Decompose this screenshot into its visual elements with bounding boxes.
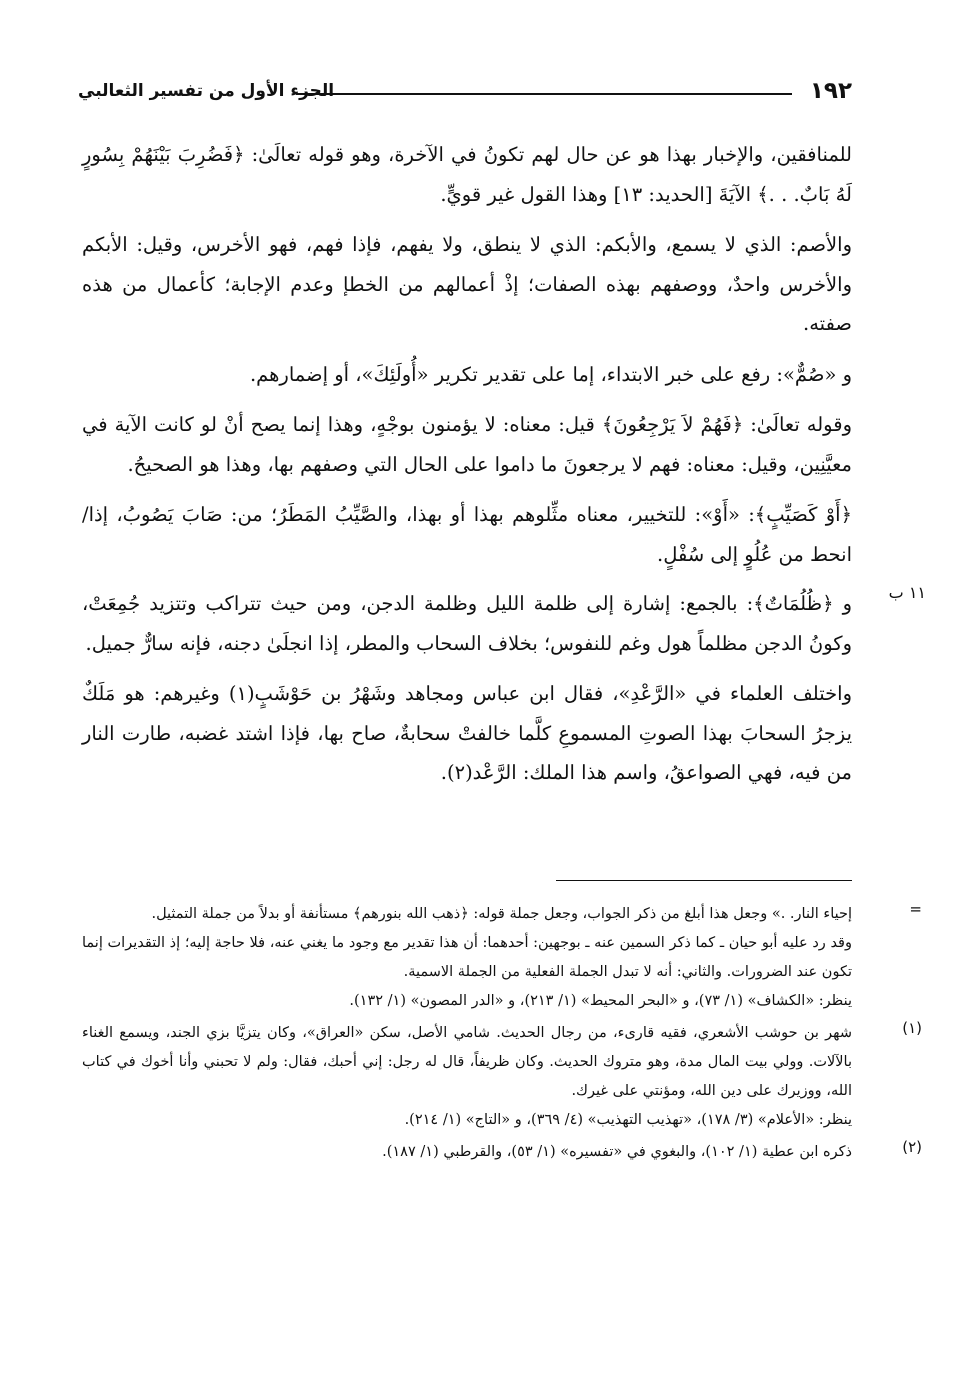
footnote-reference: ينظر: «الكشاف» (١/ ٧٣)، و «البحر المحيط» (١/ ٢١٣)، و «الدر المصون» (١/ ١٣٢). bbox=[349, 993, 852, 1009]
footnote-continuation bbox=[82, 900, 922, 1016]
footnote-2 bbox=[82, 1138, 922, 1167]
paragraph: و «صُمٌّ»: رفع على خبر الابتداء، إما على تقدير تكرير «أُولَئِكَ»، أو إضمارهم. bbox=[249, 362, 852, 386]
footnote-line: ذكره ابن عطية (١/ ١٠٢)، والبغوي في «تفسيره» (١/ ٥٣)، والقرطبي (١/ ١٨٧). bbox=[382, 1144, 852, 1160]
footnote-line: شهر بن حوشب الأشعري، فقيه قارىء، من رجال الحديث. شامي الأصل، سكن «العراق»، وكان يتزيَّا بزي الجند، ويسمع الغناء بالآلات. وولي بيت المال مدة، وهو متروك الحديث. وكان ظريفاً، قال له رجل: إني أحبك، فقال: ولم لا تحبني وأنا أخوك في كتاب الله، ووزيرك على دين الله، ومؤنتي على غيرك. bbox=[82, 1025, 852, 1099]
paragraph: واختلف العلماء في «الرَّعْدِ»، فقال ابن عباس ومجاهد وشَهْرُ بن حَوْشَبٍ(١) وغيرهم: هو مَلَكٌ يزجرُ السحابَ بهذا الصوتِ المسموعِ كلَّما خالفتْ سحابةٌ، صاح بها، فإذا اشتد غضبه، طارت النار من فيه، فهي الصواعقُ، واسم هذا الملك: الرَّعْد(٢). bbox=[82, 682, 853, 784]
paragraph: ﴿أَوْ كَصَيِّبٍ﴾: «أَوْ»: للتخيير، معناه مثِّلوهم بهذا أو بهذا، والصَّيِّبُ المَطَرُ؛ من: صَابَ يَصُوبُ، إذا/ انحط من عُلُوٍ إلى سُفْلٍ. bbox=[82, 503, 852, 566]
footnote-marker: (٢) bbox=[902, 1138, 922, 1156]
paragraph: والأصم: الذي لا يسمع، والأبكم: الذي لا ينطق، ولا يفهم، فإذا فهم، فهو الأخرس، وقيل: الأبكم والأخرس واحدٌ، ووصفهم بهذه الصفات؛ إذْ أعمالهم من الخطإ وعدم الإجابة؛ كأعمال من هذه صفته. bbox=[82, 233, 852, 335]
running-title: الجزء الأول من تفسير الثعالبي bbox=[78, 81, 335, 101]
header-rule bbox=[296, 93, 792, 95]
footnote-1 bbox=[82, 1019, 922, 1135]
paragraph: وقوله تعالَىٰ: ﴿فَهُمْ لاَ يَرْجِعُونَ﴾ قيل: معناه: لا يؤمنون بوجْهٍ، وهذا إنما يصح أنْ لو كانت الآية في معيَّنِين، وقيل: معناه: فهم لا يرجعونَ ما داموا على الحال التي وصفهم بها، وهذا هو الصحيحُ. bbox=[82, 413, 852, 476]
manuscript-folio-note: ١١ ب bbox=[888, 583, 926, 602]
paragraph: للمنافقين، والإخبار بهذا هو عن حال لهم تكونُ في الآخرة، وهو قوله تعالَىٰ: ﴿فَضُرِبَ بَيْنَهُمْ بِسُورٍ لَهُ بَابٌ. . .﴾ الآيَةَ [الحديد: ١٣] وهذا القول غير قويٍّ. bbox=[82, 143, 852, 206]
footnote-line: إحياء النار. .» وجعل هذا أبلغ من ذكر الجواب، وجعل جملة قوله: ﴿ذهب الله بنورهم﴾ مستأنفة أو بدلاً من جملة التمثيل. bbox=[151, 906, 852, 922]
footnote-marker: = bbox=[909, 900, 922, 918]
paragraph: و ﴿ظُلُمَاتٌ﴾: بالجمع: إشارة إلى ظلمة الليل وظلمة الدجن، ومن حيث تتراكب وتتزيد جُمِعَتْ، وكونُ الدجن مظلماً هول وغم للنفوس؛ بخلاف السحاب والمطر، إذا انجلَىٰ دجنه، فإنه سارٌّ جميل. bbox=[82, 592, 852, 655]
footnote-reference: ينظر: «الأعلام» (٣/ ١٧٨)، «تهذيب التهذيب» (٤/ ٣٦٩)، و «التاج» (١/ ٢١٤). bbox=[404, 1112, 852, 1128]
main-text bbox=[82, 135, 852, 804]
footnote-divider bbox=[556, 880, 852, 881]
footnotes bbox=[82, 900, 922, 1170]
footnote-marker: (١) bbox=[902, 1019, 922, 1037]
page-header bbox=[78, 78, 852, 110]
footnote-line: وقد رد عليه أبو حيان ـ كما ذكر السمين عنه ـ بوجهين: أحدهما: أن هذا تقدير مع وجود ما يغني عنه، فلا حاجة إليه؛ إذ التقديرات إنما تكون عند الضرورات. والثاني: أنه لا تبدل الجملة الفعلية من الجملة الاسمية. bbox=[82, 935, 852, 980]
page-number: ١٩٢ bbox=[809, 78, 852, 104]
